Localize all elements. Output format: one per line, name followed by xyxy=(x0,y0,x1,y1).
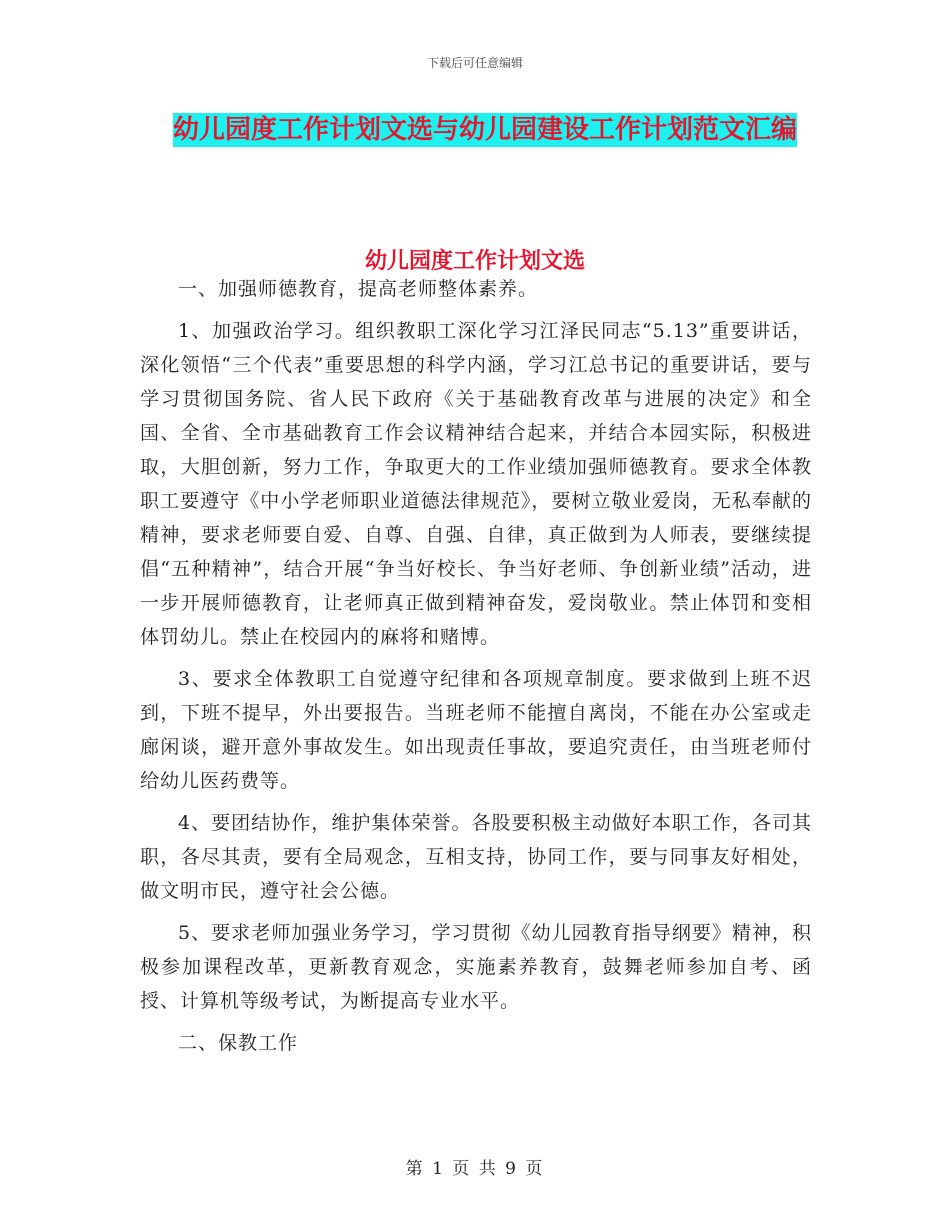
paragraph: 3、要求全体教职工自觉遵守纪律和各项规章制度。要求做到上班不迟到，下班不提早，外出要报告。当班老师不能擅自离岗，不能在办公室或走廊闲谈，避开意外事故发生。如出现责任事故，要追究责任，由当班老师付给幼儿医药费等。 xyxy=(140,668,812,792)
paragraph: 1、加强政治学习。组织教职工深化学习江泽民同志“5.13”重要讲话，深化领悟“三个代表”重要思想的科学内涵，学习江总书记的重要讲话，要与学习贯彻国务院、省人民下政府《关于基础教育改革与进展的决定》和全国、全省、全市基础教育工作会议精神结合起来，并结合本园实际，积极进取，大胆创新，努力工作，争取更大的工作业绩加强师德教育。要求全体教职工要遵守《中小学老师职业道德法律规范》，要树立敬业爱岗，无私奉献的精神，要求老师要自爱、自尊、自强、自律，真正做到为人师表，要继续提倡“五种精神”，结合开展“争当好校长、争当好老师、争创新业绩”活动，进一步开展师德教育，让老师真正做到精神奋发，爱岗敬业。禁止体罚和变相体罚幼儿。禁止在校园内的麻将和赌博。 xyxy=(140,320,812,648)
paragraph: 5、要求老师加强业务学习，学习贯彻《幼儿园教育指导纲要》精神，积极参加课程改革，更新教育观念，实施素养教育，鼓舞老师参加自考、函授、计算机等级考试，为断提高专业水平。 xyxy=(140,922,812,1012)
document-title xyxy=(140,108,830,152)
section-title: 幼儿园度工作计划文选 xyxy=(364,248,585,274)
page-footer: 第 1 页 共 9 页 xyxy=(405,1159,545,1179)
paragraph: 一、加强师德教育，提高老师整体素养。 xyxy=(178,278,539,300)
header-note: 下载后可任意编辑 xyxy=(426,56,523,70)
paragraph: 二、保教工作 xyxy=(178,1032,299,1054)
body-text xyxy=(140,272,812,1068)
document-title-text: 幼儿园度工作计划文选与幼儿园建设工作计划范文汇编 xyxy=(172,115,797,145)
paragraph: 4、要团结协作，维护集体荣誉。各股要积极主动做好本职工作，各司其职，各尽其责，要有全局观念，互相支持，协同工作，要与同事友好相处，做文明市民，遵守社会公德。 xyxy=(140,812,812,902)
